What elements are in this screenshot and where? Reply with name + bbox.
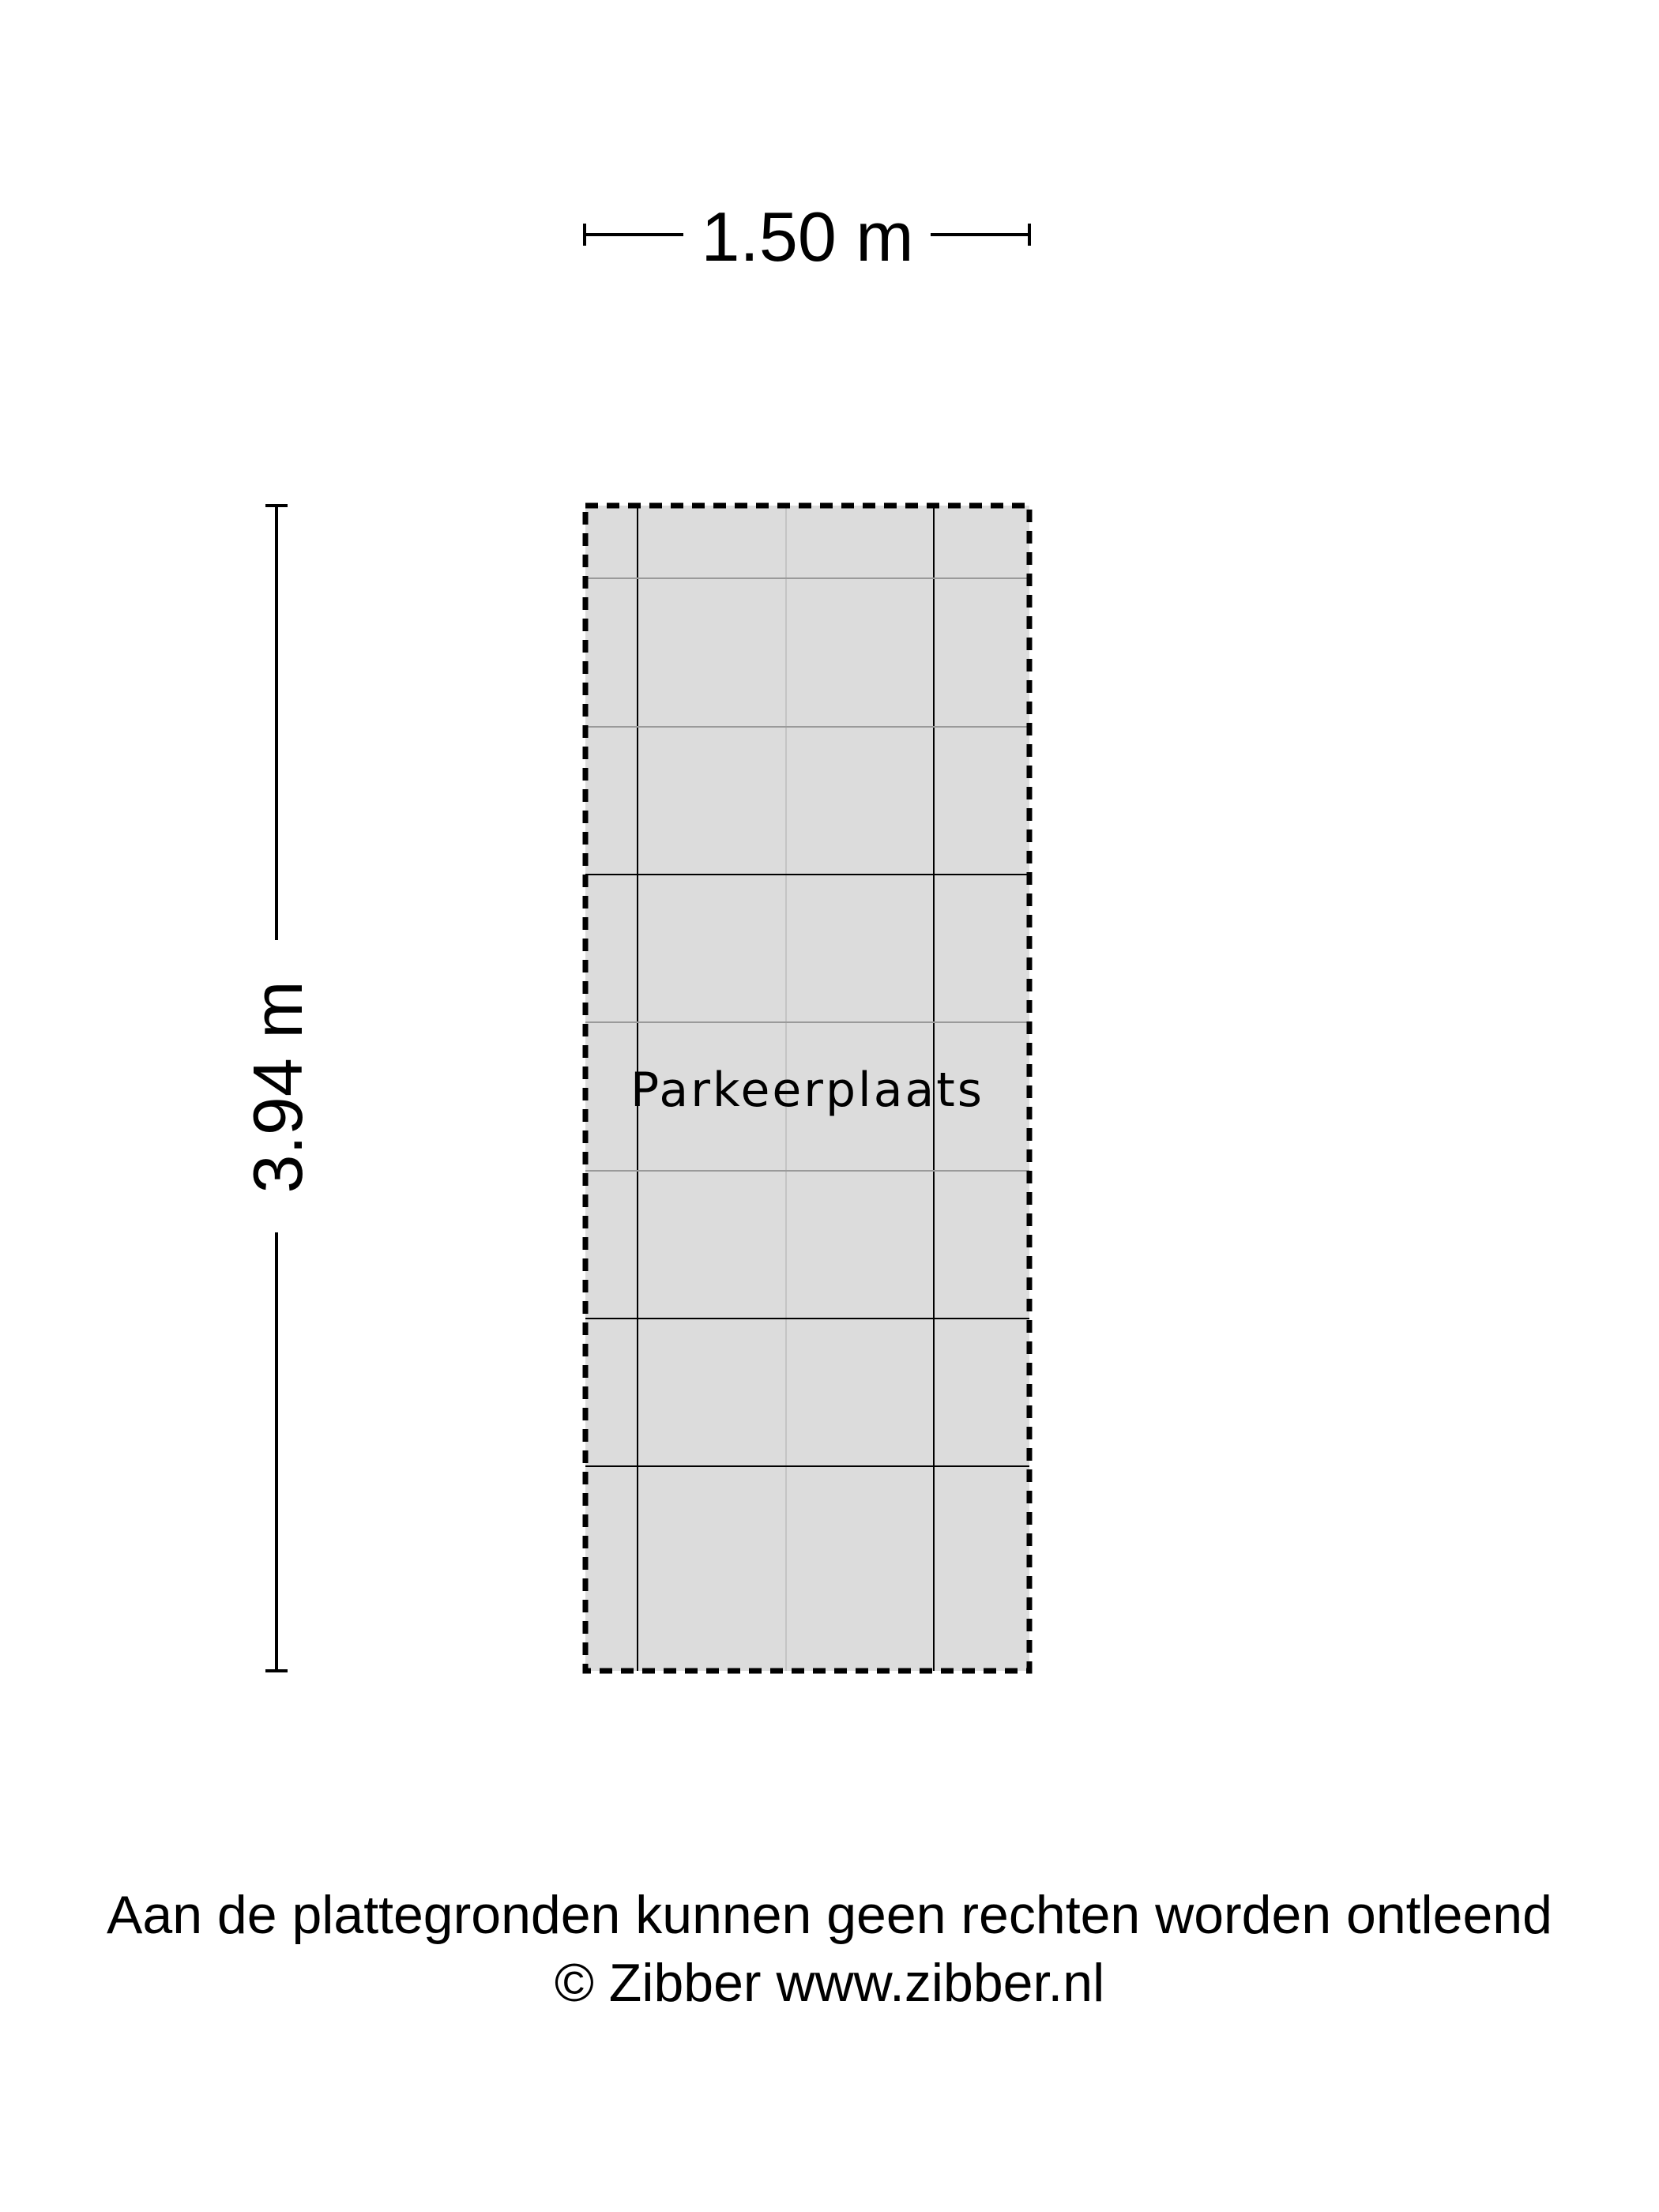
room-label: Parkeerplaats — [630, 1063, 985, 1118]
disclaimer-text: Aan de plattegronden kunnen geen rechten worden ontleend — [107, 1885, 1552, 1945]
copyright-text: © Zibber www.zibber.nl — [554, 1953, 1105, 2013]
height-dimension — [239, 506, 317, 1671]
height-dimension-label: 3.94 m — [239, 980, 317, 1194]
room-parkeerplaats — [585, 506, 1029, 1671]
width-dimension — [585, 198, 1029, 276]
width-dimension-label: 1.50 m — [701, 198, 914, 276]
